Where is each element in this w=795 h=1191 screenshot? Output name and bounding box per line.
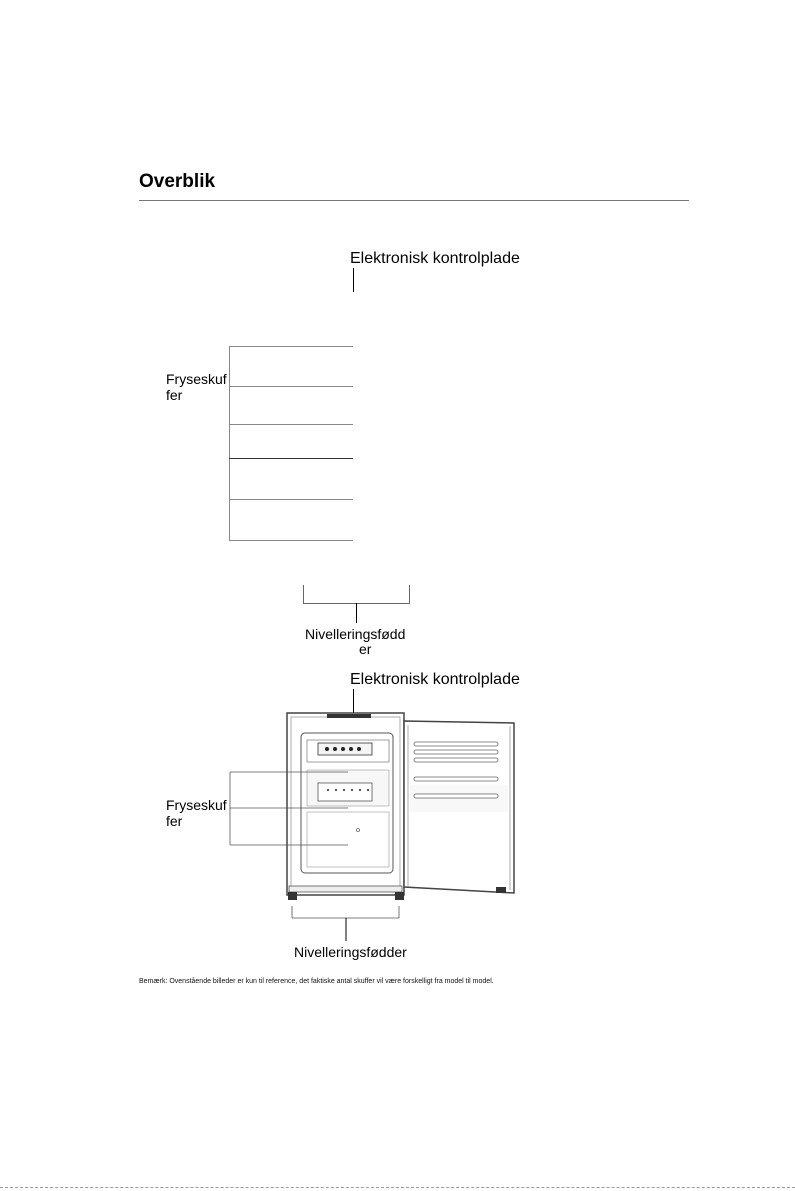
page-title: Overblik bbox=[139, 171, 216, 192]
reference-note: Bemærk: Ovenstående billeder er kun til reference, det faktiske antal skuffer vil være forskelligt fra model til model. bbox=[139, 978, 494, 985]
control-panel-label-1: Elektronisk kontrolplade bbox=[350, 250, 520, 267]
drawers-label-1a: Fryseskuf bbox=[166, 371, 227, 387]
feet-label-1b: er bbox=[359, 641, 372, 657]
feet-label-1a: Nivelleringsfødd bbox=[305, 626, 406, 642]
drawers-label-2a: Fryseskuf bbox=[166, 797, 227, 813]
drawers-label-2b: fer bbox=[166, 813, 183, 829]
control-panel-label-2: Elektronisk kontrolplade bbox=[350, 671, 520, 688]
drawers-label-1b: fer bbox=[166, 387, 183, 403]
page-bottom-border bbox=[0, 1187, 795, 1189]
feet-label-2: Nivelleringsfødder bbox=[294, 944, 407, 960]
